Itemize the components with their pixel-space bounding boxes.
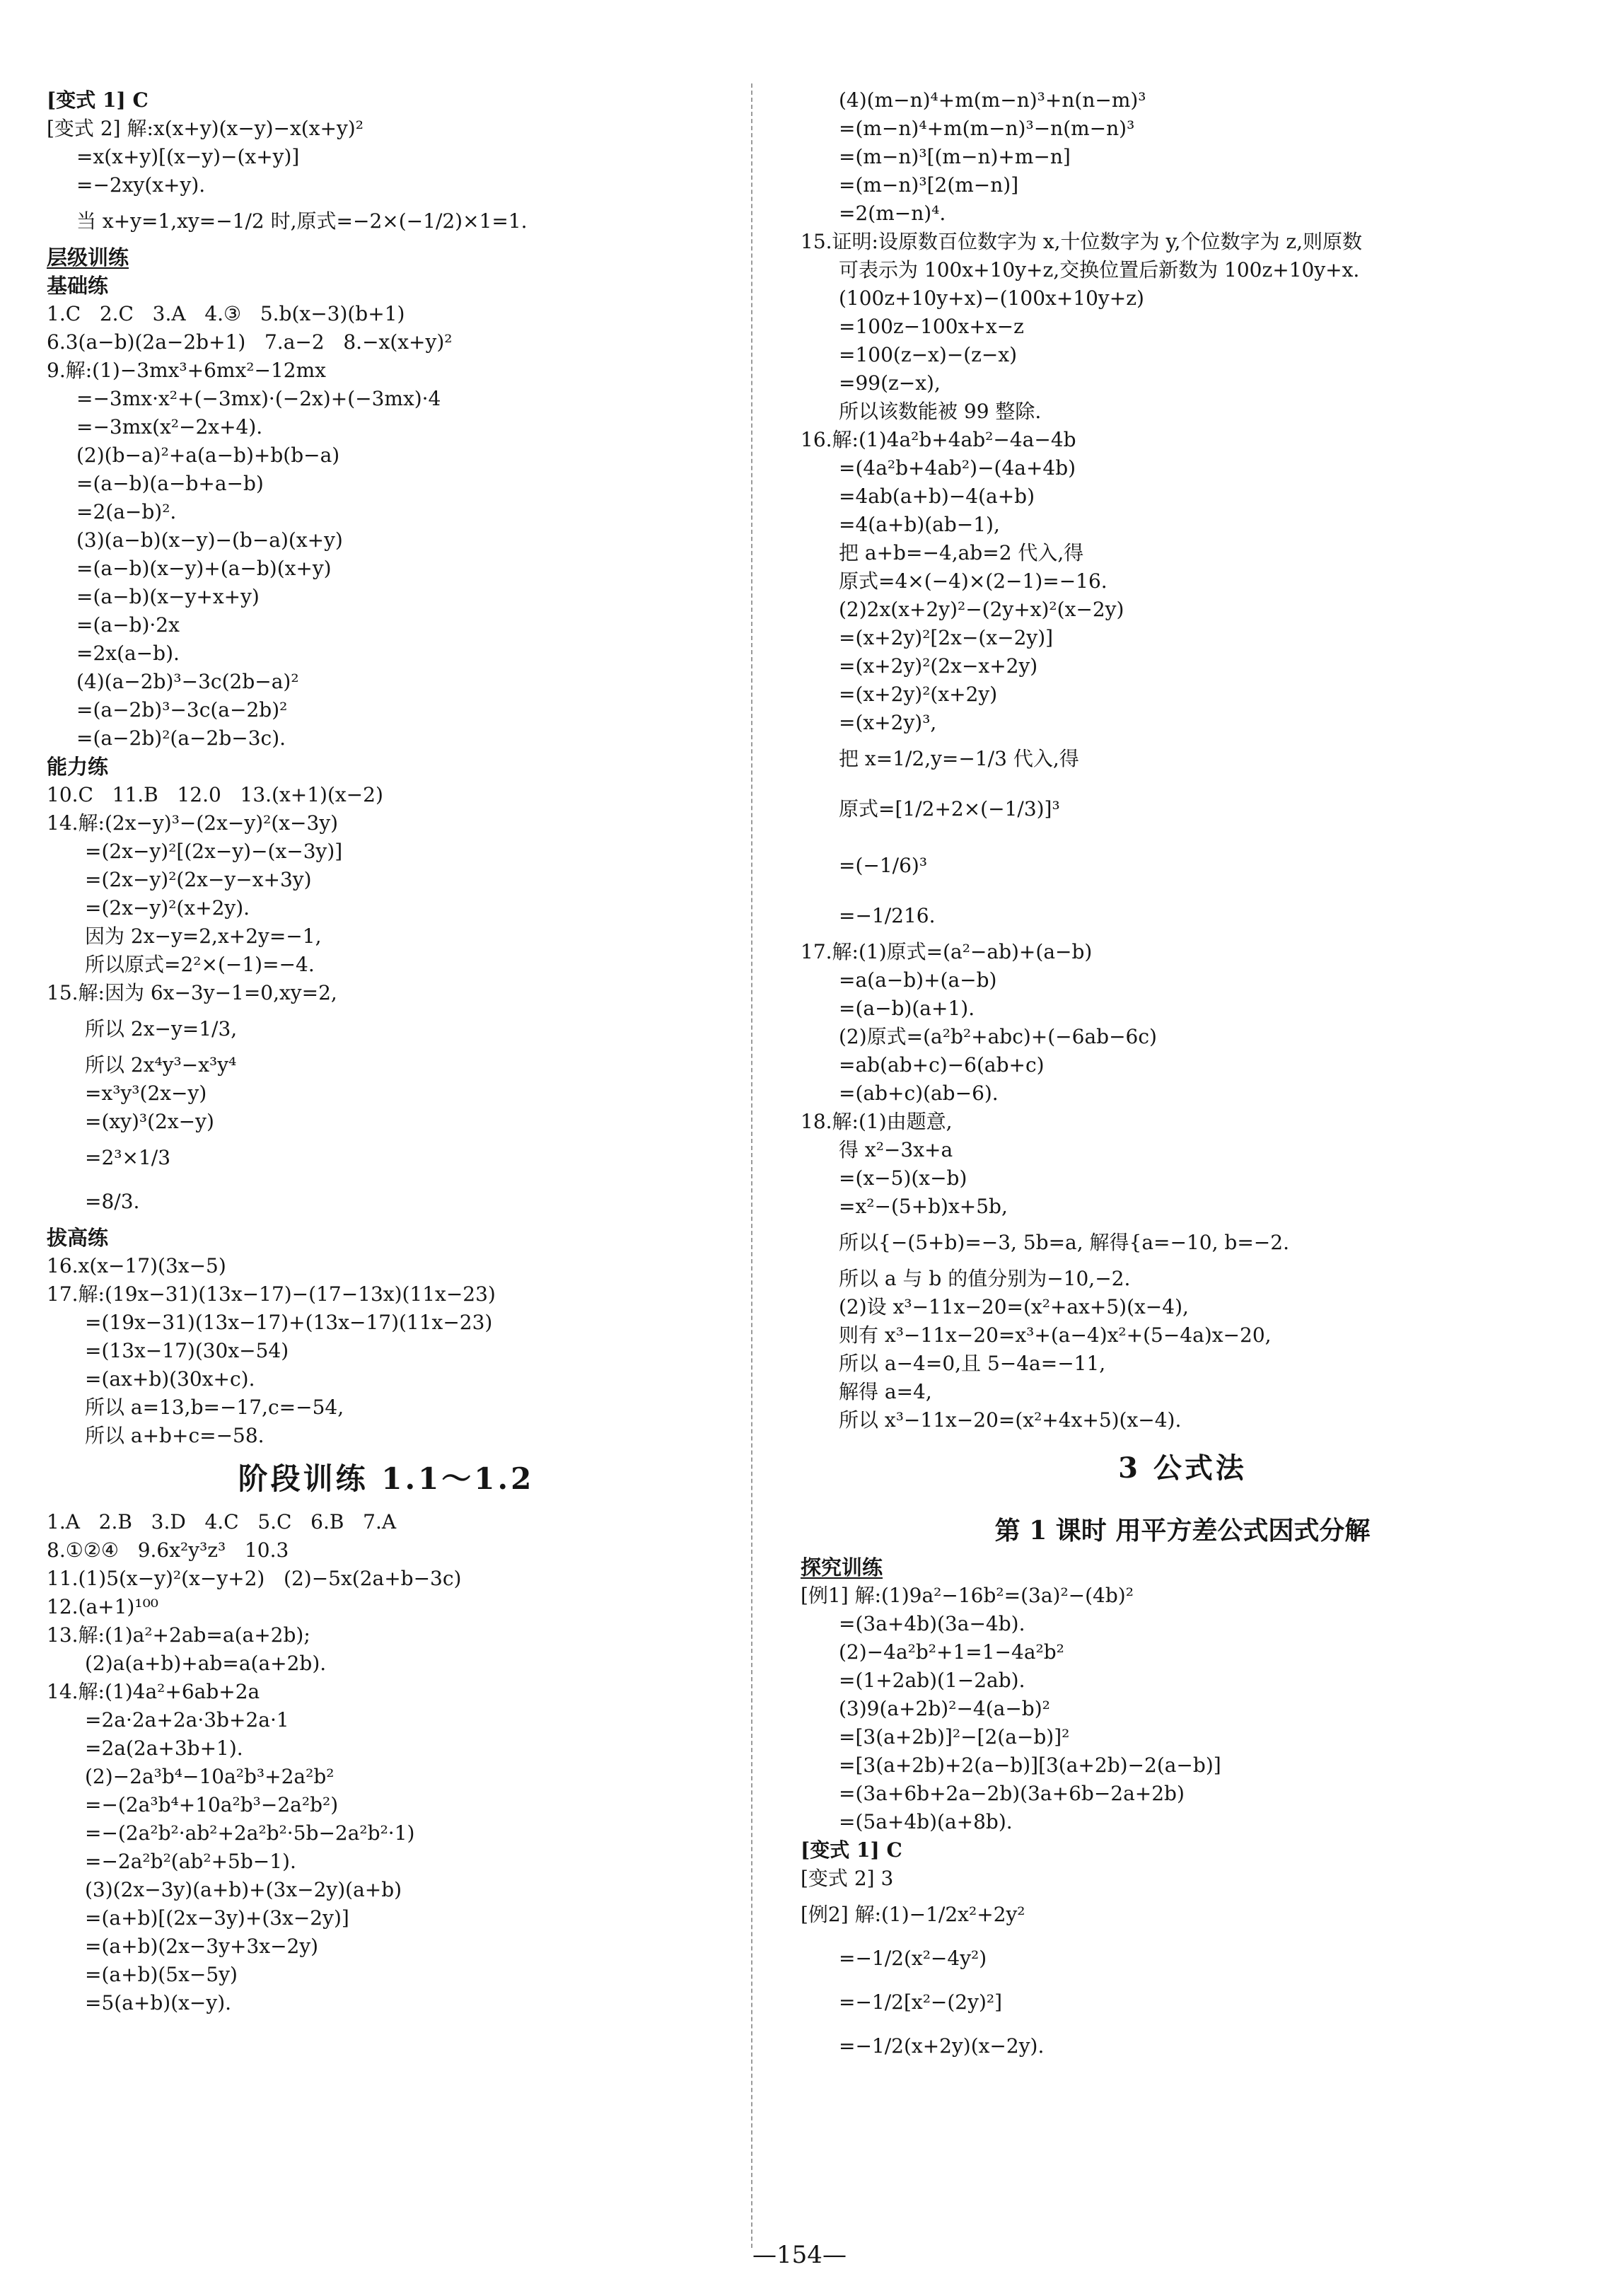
right-line: 所以 x³−11x−20=(x²+4x+5)(x−4). — [839, 1408, 1182, 1432]
left-line: 12.(a+1)¹⁰⁰ — [47, 1595, 159, 1618]
right-line: =(m−n)³[(m−n)+m−n] — [839, 145, 1071, 168]
left-line: =(a−2b)³−3c(a−2b)² — [76, 698, 288, 721]
right-line: =(ab+c)(ab−6). — [839, 1082, 999, 1105]
left-line: 当 x+y=1,xy=−1/2 时,原式=−2×(−1/2)×1=1. — [76, 209, 528, 233]
right-line: 所以{−(5+b)=−3, 5b=a, 解得{a=−10, b=−2. — [839, 1231, 1289, 1254]
left-line: 能力练 — [47, 755, 109, 779]
right-line: =4ab(a+b)−4(a+b) — [839, 485, 1035, 508]
right-line: [例2] 解:(1)−1/2x²+2y² — [801, 1903, 1025, 1926]
left-line: =2³×1/3 — [85, 1146, 171, 1169]
right-line: 可表示为 100x+10y+z,交换位置后新数为 100z+10y+x. — [839, 258, 1360, 282]
left-line: 13.解:(1)a²+2ab=a(a+2b); — [47, 1623, 310, 1647]
right-line: =(5a+4b)(a+8b). — [839, 1810, 1013, 1833]
right-line: 得 x²−3x+a — [839, 1138, 953, 1161]
right-line: 原式=[1/2+2×(−1/3)]³ — [839, 797, 1060, 821]
left-line: 6.3(a−b)(2a−2b+1) 7.a−2 8.−x(x+y)² — [47, 330, 453, 354]
right-line: 所以 a 与 b 的值分别为−10,−2. — [839, 1267, 1131, 1290]
right-line: =−1/216. — [839, 904, 936, 927]
left-line: 所以 2x−y=1/3, — [85, 1017, 238, 1040]
left-line: =(ax+b)(30x+c). — [85, 1367, 255, 1391]
left-line: =−2a²b²(ab²+5b−1). — [85, 1850, 296, 1873]
left-line: =(a−b)·2x — [76, 613, 180, 637]
left-line: 基础练 — [47, 274, 109, 298]
left-column — [47, 86, 726, 2017]
right-line: [变式 2] 3 — [801, 1867, 894, 1890]
right-line: 第 1 课时 用平方差公式因式分解 — [994, 1516, 1371, 1546]
left-line: 所以原式=2²×(−1)=−4. — [85, 953, 315, 976]
left-line: =(a+b)[(2x−3y)+(3x−2y)] — [85, 1906, 349, 1930]
right-line: =100z−100x+x−z — [839, 315, 1024, 338]
left-line: =2a·2a+2a·3b+2a·1 — [85, 1708, 289, 1732]
page-number: —154— — [752, 2241, 847, 2269]
left-line: 阶段训练 1.1～1.2 — [238, 1461, 535, 1496]
left-line: =−3mx(x²−2x+4). — [76, 415, 263, 439]
right-line: (2)−4a²b²+1=1−4a²b² — [839, 1640, 1064, 1664]
right-line: 解得 a=4, — [839, 1380, 932, 1403]
left-line: (2)−2a³b⁴−10a²b³+2a²b² — [85, 1765, 335, 1788]
left-line: =5(a+b)(x−y). — [85, 1991, 232, 2014]
right-line: =(x+2y)³, — [839, 711, 937, 734]
left-line: 15.解:因为 6x−3y−1=0,xy=2, — [47, 981, 337, 1004]
right-line: 16.解:(1)4a²b+4ab²−4a−4b — [801, 428, 1076, 451]
right-line: (3)9(a+2b)²−4(a−b)² — [839, 1697, 1050, 1720]
right-line: 17.解:(1)原式=(a²−ab)+(a−b) — [801, 940, 1093, 963]
left-line: =8/3. — [85, 1190, 140, 1213]
right-line: (2)2x(x+2y)²−(2y+x)²(x−2y) — [839, 598, 1124, 621]
right-line: 15.证明:设原数百位数字为 x,十位数字为 y,个位数字为 z,则原数 — [801, 230, 1363, 253]
left-line: =−2xy(x+y). — [76, 173, 206, 197]
left-line: 14.解:(2x−y)³−(2x−y)²(x−3y) — [47, 811, 339, 835]
left-line: [变式 2] 解:x(x+y)(x−y)−x(x+y)² — [47, 117, 364, 140]
left-line: 17.解:(19x−31)(13x−17)−(17−13x)(11x−23) — [47, 1282, 496, 1306]
left-line: =x(x+y)[(x−y)−(x+y)] — [76, 145, 300, 168]
right-line: =2(m−n)⁴. — [839, 202, 946, 225]
left-line: (2)a(a+b)+ab=a(a+2b). — [85, 1652, 327, 1675]
right-line: =4(a+b)(ab−1), — [839, 513, 1000, 536]
left-line: 14.解:(1)4a²+6ab+2a — [47, 1680, 260, 1703]
right-line: =100(z−x)−(z−x) — [839, 343, 1018, 366]
left-line: 所以 2x⁴y³−x³y⁴ — [85, 1053, 237, 1077]
right-line: =(x−5)(x−b) — [839, 1166, 967, 1190]
left-line: =x³y³(2x−y) — [85, 1082, 207, 1105]
left-line: 16.x(x−17)(3x−5) — [47, 1254, 226, 1277]
right-line: [变式 1] C — [801, 1838, 902, 1862]
left-line: 因为 2x−y=2,x+2y=−1, — [85, 924, 322, 948]
left-line: =(a+b)(2x−3y+3x−2y) — [85, 1935, 319, 1958]
left-line: (4)(a−2b)³−3c(2b−a)² — [76, 670, 299, 693]
right-line: =[3(a+2b)+2(a−b)][3(a+2b)−2(a−b)] — [839, 1753, 1221, 1777]
right-column — [801, 86, 1564, 2068]
left-line: =(2x−y)²(x+2y). — [85, 896, 250, 920]
right-line: =(m−n)⁴+m(m−n)³−n(m−n)³ — [839, 117, 1135, 140]
left-line: =−(2a²b²·ab²+2a²b²·5b−2a²b²·1) — [85, 1821, 415, 1845]
left-line: =(13x−17)(30x−54) — [85, 1339, 289, 1362]
left-line: =(xy)³(2x−y) — [85, 1110, 214, 1133]
left-line: =(2x−y)²(2x−y−x+3y) — [85, 868, 312, 891]
right-line: =ab(ab+c)−6(ab+c) — [839, 1053, 1045, 1077]
left-line: =(a−b)(x−y+x+y) — [76, 585, 260, 608]
right-line: 把 x=1/2,y=−1/3 代入,得 — [839, 747, 1079, 770]
left-line: =2(a−b)². — [76, 500, 177, 523]
right-line: =(3a+6b+2a−2b)(3a+6b−2a+2b) — [839, 1782, 1185, 1805]
right-line: [例1] 解:(1)9a²−16b²=(3a)²−(4b)² — [801, 1584, 1134, 1607]
left-line: 层级训练 — [47, 245, 129, 269]
right-line: =x²−(5+b)x+5b, — [839, 1195, 1008, 1218]
right-line: =(−1/6)³ — [839, 854, 928, 877]
left-line: 9.解:(1)−3mx³+6mx²−12mx — [47, 359, 326, 382]
left-line: =2a(2a+3b+1). — [85, 1737, 243, 1760]
right-line: 原式=4×(−4)×(2−1)=−16. — [839, 569, 1107, 593]
left-line: =(a−2b)²(a−2b−3c). — [76, 726, 286, 750]
right-line: 所以该数能被 99 整除. — [839, 400, 1042, 423]
left-line: =(a−b)(a−b+a−b) — [76, 472, 264, 495]
right-line: =99(z−x), — [839, 371, 941, 395]
right-line: =(a−b)(a+1). — [839, 997, 975, 1020]
right-line: 把 a+b=−4,ab=2 代入,得 — [839, 541, 1084, 564]
right-line: =(m−n)³[2(m−n)] — [839, 173, 1019, 197]
right-line: =−1/2[x²−(2y)²] — [839, 1990, 1003, 2014]
right-line: =(x+2y)²(x+2y) — [839, 683, 998, 706]
right-line: =a(a−b)+(a−b) — [839, 968, 997, 992]
right-line: =(1+2ab)(1−2ab). — [839, 1669, 1025, 1692]
left-line: =(19x−31)(13x−17)+(13x−17)(11x−23) — [85, 1311, 493, 1334]
right-line: =[3(a+2b)]²−[2(a−b)]² — [839, 1725, 1070, 1749]
left-line: 11.(1)5(x−y)²(x−y+2) (2)−5x(2a+b−3c) — [47, 1567, 462, 1590]
left-line: =−3mx·x²+(−3mx)·(−2x)+(−3mx)·4 — [76, 387, 441, 410]
right-line: =(4a²b+4ab²)−(4a+4b) — [839, 456, 1076, 480]
right-line: (100z+10y+x)−(100x+10y+z) — [839, 286, 1144, 310]
left-line: 10.C 11.B 12.0 13.(x+1)(x−2) — [47, 783, 383, 806]
right-line: 则有 x³−11x−20=x³+(a−4)x²+(5−4a)x−20, — [839, 1323, 1272, 1347]
left-line: 所以 a+b+c=−58. — [85, 1424, 264, 1447]
left-line: =(a−b)(x−y)+(a−b)(x+y) — [76, 557, 332, 580]
column-divider — [751, 83, 752, 2248]
left-line: =(2x−y)²[(2x−y)−(x−3y)] — [85, 840, 343, 863]
right-line: =(x+2y)²[2x−(x−2y)] — [839, 626, 1054, 649]
left-line: 拔高练 — [47, 1226, 109, 1250]
left-line: (3)(2x−3y)(a+b)+(3x−2y)(a+b) — [85, 1878, 402, 1901]
left-line: =−(2a³b⁴+10a²b³−2a²b²) — [85, 1793, 339, 1816]
left-line: [变式 1] C — [47, 88, 149, 112]
left-line: 所以 a=13,b=−17,c=−54, — [85, 1396, 344, 1419]
left-line: =(a+b)(5x−5y) — [85, 1963, 238, 1986]
left-line: (3)(a−b)(x−y)−(b−a)(x+y) — [76, 528, 343, 552]
right-line: 3 公式法 — [1118, 1451, 1247, 1485]
left-line: (2)(b−a)²+a(a−b)+b(b−a) — [76, 443, 340, 467]
left-line: 8.①②④ 9.6x²y³z³ 10.3 — [47, 1538, 289, 1562]
right-line: 18.解:(1)由题意, — [801, 1110, 953, 1133]
right-line: 探究训练 — [801, 1555, 883, 1579]
left-line: 1.C 2.C 3.A 4.③ 5.b(x−3)(b+1) — [47, 302, 405, 325]
right-line: =(x+2y)²(2x−x+2y) — [839, 654, 1038, 678]
left-line: 1.A 2.B 3.D 4.C 5.C 6.B 7.A — [47, 1510, 397, 1533]
right-line: (2)设 x³−11x−20=(x²+ax+5)(x−4), — [839, 1295, 1189, 1318]
right-line: (2)原式=(a²b²+abc)+(−6ab−6c) — [839, 1025, 1157, 1048]
left-line: =2x(a−b). — [76, 642, 180, 665]
right-line: 所以 a−4=0,且 5−4a=−11, — [839, 1352, 1106, 1375]
right-line: =−1/2(x²−4y²) — [839, 1947, 987, 1970]
right-line: =(3a+4b)(3a−4b). — [839, 1612, 1025, 1635]
right-line: =−1/2(x+2y)(x−2y). — [839, 2034, 1045, 2058]
right-line: (4)(m−n)⁴+m(m−n)³+n(n−m)³ — [839, 88, 1146, 112]
